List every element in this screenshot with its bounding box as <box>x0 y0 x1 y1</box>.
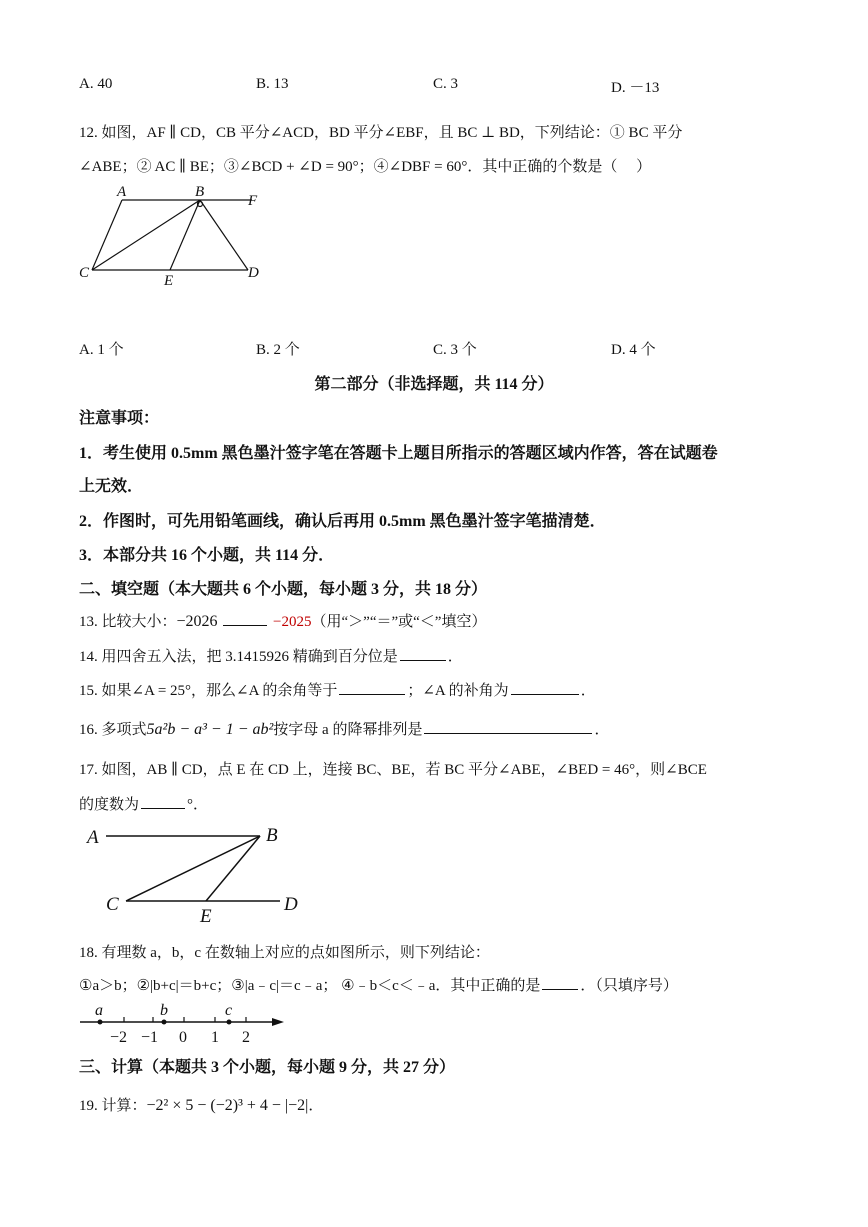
q19-end: ． <box>308 1098 324 1114</box>
q18-text-line2 <box>79 974 678 995</box>
q19-expression: −2² × 5 − (−2)³ + 4 − |−2| <box>146 1097 309 1114</box>
q15-part2: ；∠A 的补角为 <box>407 683 509 699</box>
q12-option-b: B. 2 个 <box>256 342 300 358</box>
notice-2: 2．作图时，可先用铅笔画线，确认后再用 0.5mm 黑色墨汁签字笔描清楚． <box>79 513 606 530</box>
section2-title: 二、填空题（本大题共 6 个小题，每小题 3 分，共 18 分） <box>79 581 488 598</box>
q18-text-line1: 18. 有理数 a，b，c 在数轴上对应的点如图所示，则下列结论： <box>79 945 490 961</box>
q15-part1: 15. 如果∠A = 25°，那么∠A 的余角等于 <box>79 683 338 699</box>
q17-label-b: B <box>266 825 278 846</box>
q16-polynomial: 5a²b − a³ − 1 − ab² <box>146 721 274 738</box>
q16-end: ． <box>594 722 610 738</box>
q17-figure <box>84 820 314 930</box>
q18-answer-blank[interactable] <box>542 975 578 990</box>
notice-1a: 1．考生使用 0.5mm 黑色墨汁签字笔在答题卡上题目所指示的答题区域内作答，答在试题卷 <box>79 445 718 462</box>
q12-option-c: C. 3 个 <box>433 342 477 358</box>
q17-line2-prefix: 的度数为 <box>79 797 140 813</box>
q14 <box>79 645 463 666</box>
q13-right-number: −2025 <box>273 614 312 630</box>
section3-title: 三、计算（本题共 3 个小题，每小题 9 分，共 27 分） <box>79 1059 456 1076</box>
q16-answer-blank[interactable] <box>424 719 592 734</box>
q12-text-line1: 12. 如图，AF ∥ CD，CB 平分∠ACD，BD 平分∠EBF，且 BC ⊥ BD，下列结论：① BC 平分 <box>79 125 683 141</box>
q14-text: 14. 用四舍五入法，把 3.1415926 精确到百分位是 <box>79 649 398 665</box>
q13-suffix: （用“＞”“＝”或“＜”填空） <box>311 614 487 630</box>
q17-answer-blank[interactable] <box>141 794 185 809</box>
q12-label-f: F <box>248 193 258 209</box>
q17-label-d: D <box>284 894 298 915</box>
q12-label-e: E <box>164 273 174 289</box>
q11-option-d: D. －13 <box>611 80 660 96</box>
q18-tick-neg2: −2 <box>110 1029 128 1046</box>
q13-left-number: −2026 <box>176 613 218 630</box>
q18-line2a: ①a＞b；②|b+c|＝b+c；③|a﹣c|＝c﹣a； ④﹣b＜c＜﹣a．其中正确的是 <box>79 978 541 994</box>
part2-title: 第二部分（非选择题，共 114 分） <box>314 376 554 393</box>
q18-tick-neg1: −1 <box>141 1029 159 1046</box>
q15-supplement-blank[interactable] <box>511 680 579 695</box>
notice-title: 注意事项： <box>79 410 160 427</box>
q12-label-a: A <box>117 184 127 200</box>
q12-figure <box>76 182 276 292</box>
q12-label-b: B <box>195 184 205 200</box>
q11-option-a: A. 40 <box>79 76 113 92</box>
q15-complement-blank[interactable] <box>339 680 405 695</box>
q11-option-c: C. 3 <box>433 76 459 92</box>
q15-end: ． <box>580 683 596 699</box>
q12-label-d: D <box>248 265 259 281</box>
q14-answer-blank[interactable] <box>400 646 446 661</box>
q17-text-line2 <box>79 793 208 814</box>
q17-text-line1: 17. 如图，AB ∥ CD，点 E 在 CD 上，连接 BC、BE，若 BC 平分∠ABE，∠BED = 46°，则∠BCE <box>79 762 707 778</box>
q12-text-line2: ∠ABE；② AC ∥ BE；③∠BCD + ∠D = 90°；④∠DBF = 60°．其中正确的个数是（ ） <box>79 159 652 175</box>
q17-label-a: A <box>87 827 99 848</box>
q16 <box>79 718 609 739</box>
q12-option-a: A. 1 个 <box>79 342 124 358</box>
q17-label-c: C <box>106 894 119 915</box>
q15 <box>79 679 596 700</box>
q18-number-line <box>78 1000 298 1048</box>
q17-line2-suffix: °． <box>187 797 209 813</box>
q14-end: ． <box>447 649 463 665</box>
q16-prefix: 16. 多项式 <box>79 722 147 738</box>
q19-prefix: 19. 计算： <box>79 1098 147 1114</box>
q18-point-a: a <box>95 1002 103 1019</box>
notice-3: 3．本部分共 16 个小题，共 114 分． <box>79 547 335 564</box>
notice-1b: 上无效． <box>79 478 144 495</box>
q12-label-c: C <box>79 265 90 281</box>
q13 <box>79 610 486 631</box>
q17-label-e: E <box>200 906 212 927</box>
q19 <box>79 1094 323 1115</box>
q18-point-b: b <box>160 1002 168 1019</box>
q18-tick-0: 0 <box>179 1029 187 1046</box>
q13-answer-blank[interactable] <box>223 611 267 626</box>
q18-line2b: ．（只填序号） <box>580 978 678 994</box>
q12-option-d: D. 4 个 <box>611 342 656 358</box>
q18-tick-1: 1 <box>211 1029 219 1046</box>
q18-point-c: c <box>225 1002 233 1019</box>
q11-option-b: B. 13 <box>256 76 289 92</box>
q16-middle: 按字母 a 的降幂排列是 <box>273 722 423 738</box>
q13-prefix: 13. 比较大小： <box>79 614 177 630</box>
q18-tick-2: 2 <box>242 1029 250 1046</box>
